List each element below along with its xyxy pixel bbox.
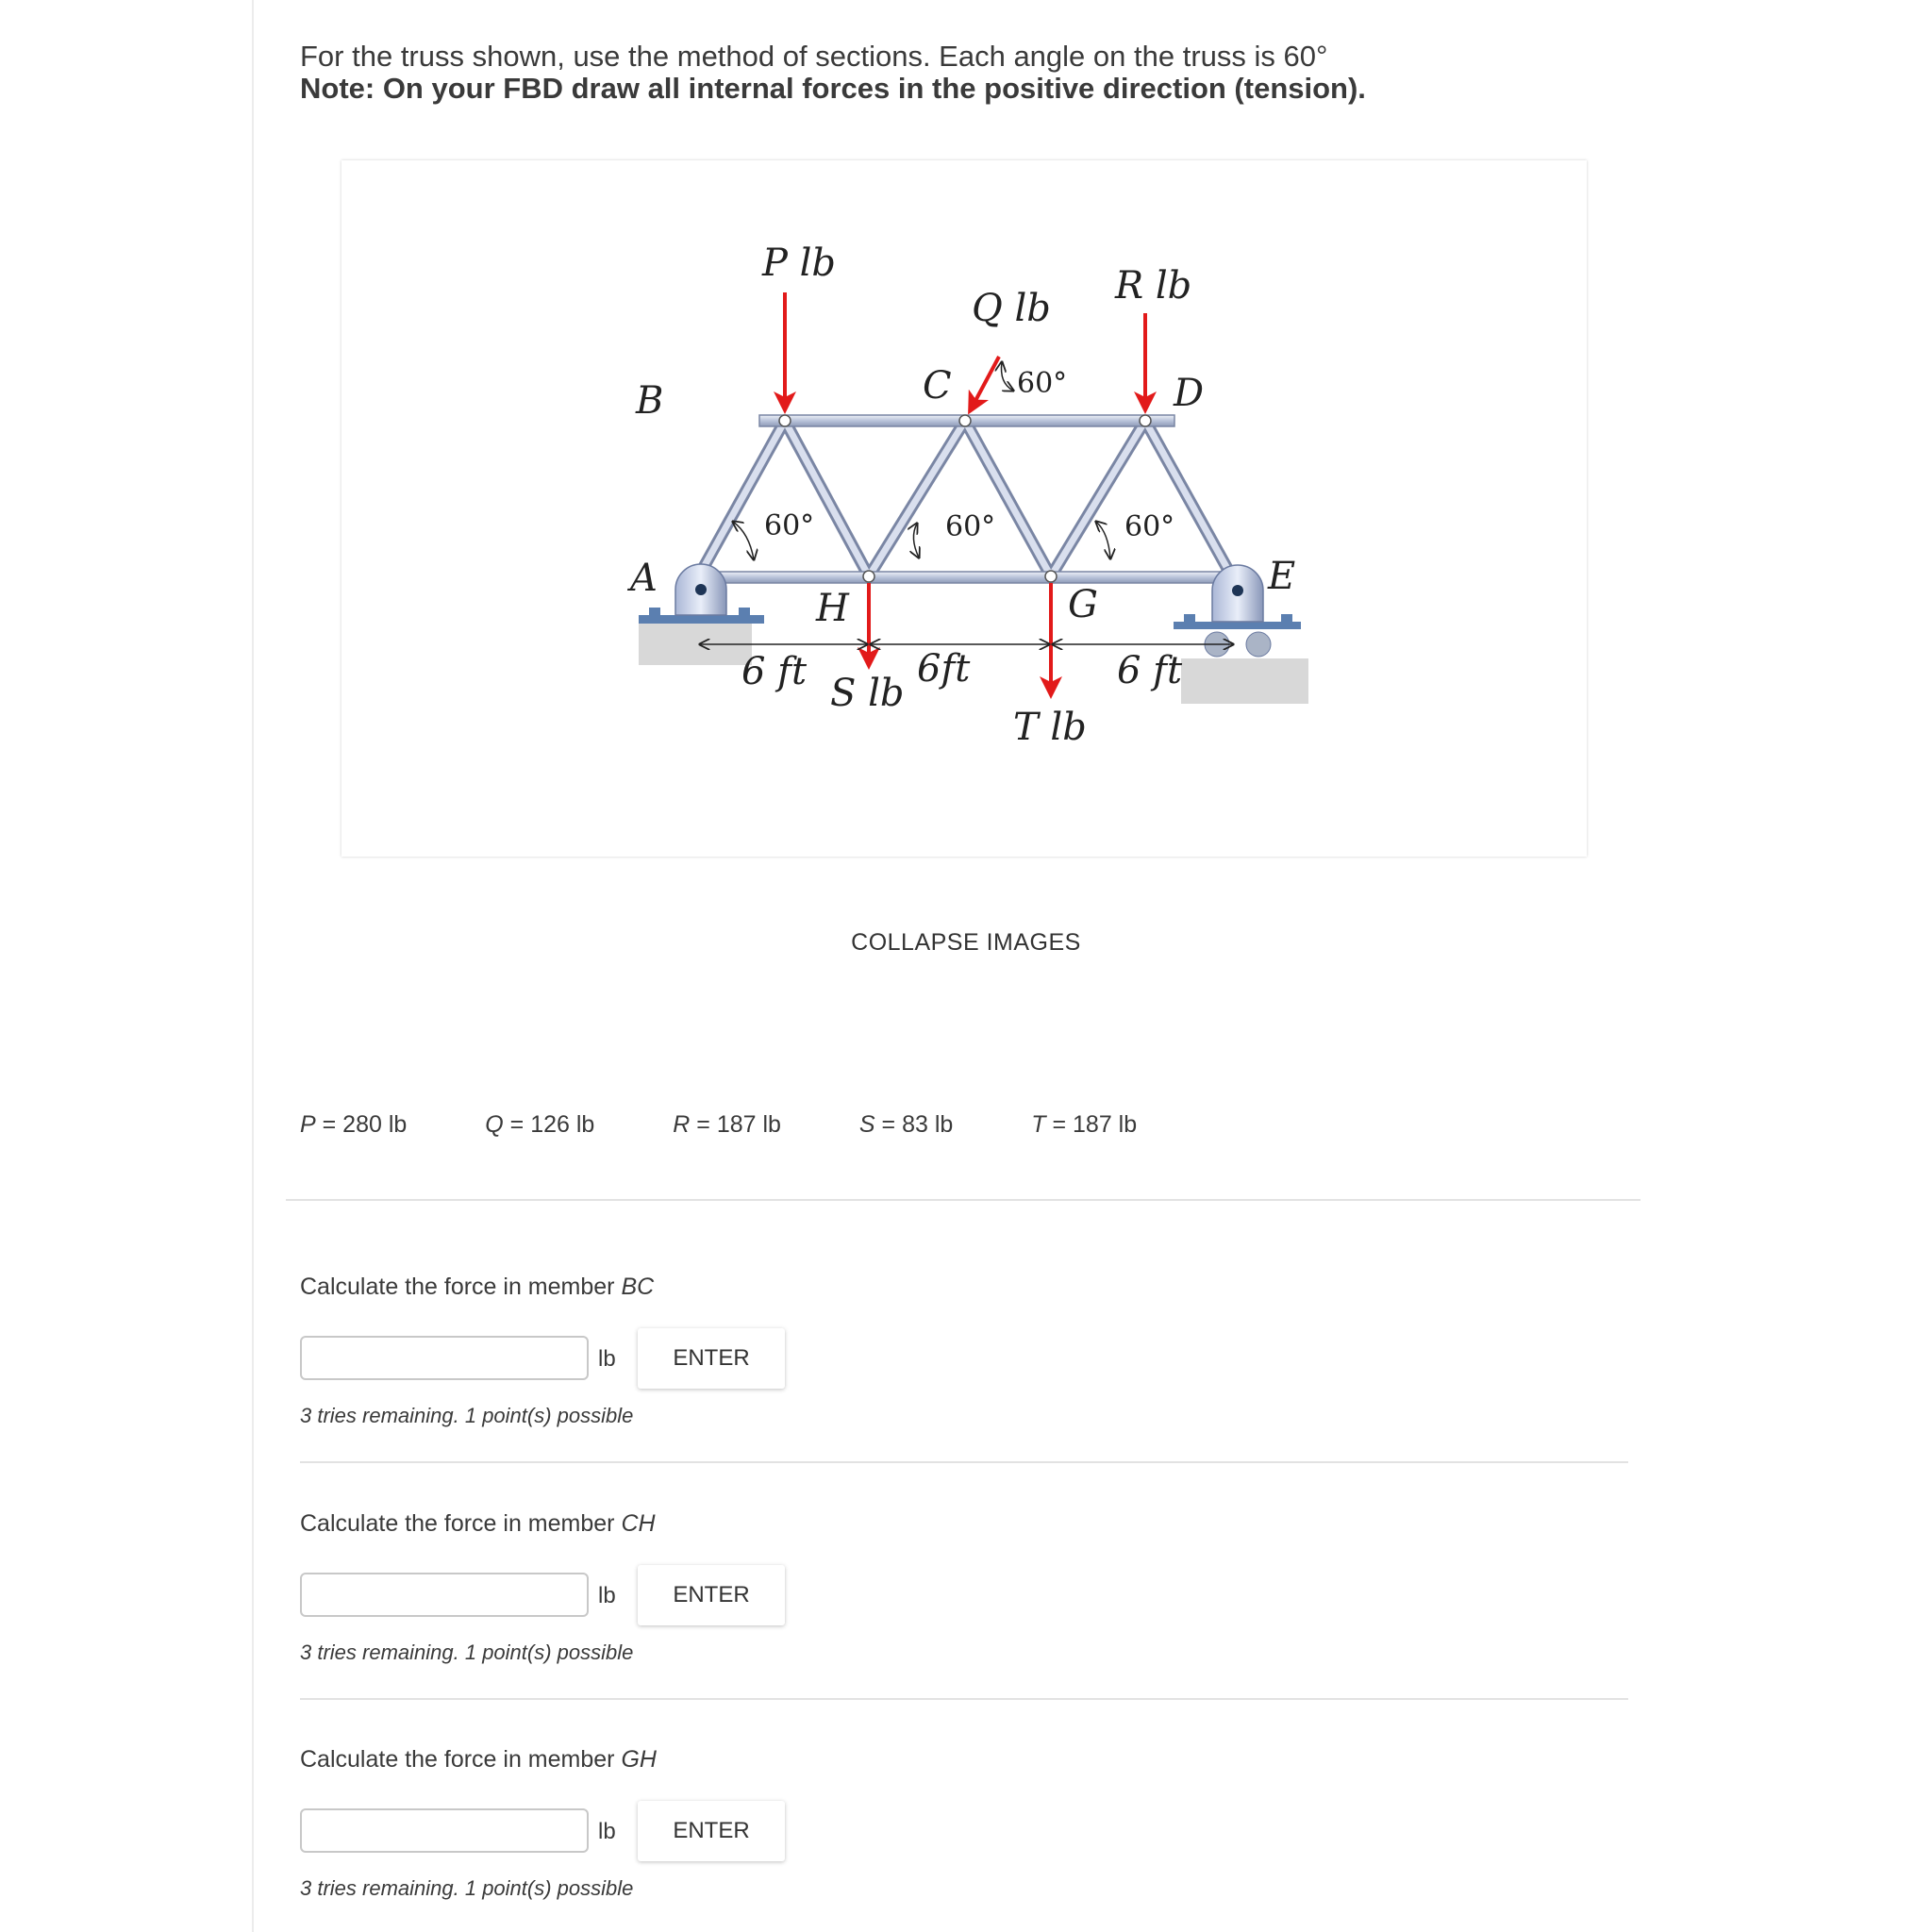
given-p: P = 280 lb	[300, 1111, 408, 1138]
enter-button-gh[interactable]: ENTER	[638, 1801, 785, 1861]
label-node-d: D	[1174, 372, 1205, 415]
label-q-load: Q lb	[972, 287, 1051, 330]
tries-remaining-ch: 3 tries remaining. 1 point(s) possible	[300, 1641, 634, 1664]
diagonal-members	[698, 421, 1230, 577]
divider	[300, 1698, 1628, 1700]
label-s-load: S lb	[830, 672, 905, 715]
enter-button-bc[interactable]: ENTER	[638, 1328, 785, 1389]
divider	[300, 1461, 1628, 1463]
collapse-images-button[interactable]: COLLAPSE IMAGES	[851, 929, 1081, 956]
bottom-chord	[692, 572, 1240, 583]
label-q-angle: 60°	[1017, 367, 1068, 400]
tries-remaining-gh: 3 tries remaining. 1 point(s) possible	[300, 1876, 634, 1900]
label-node-g: G	[1068, 583, 1098, 626]
unit-label-gh: lb	[598, 1819, 616, 1844]
label-p-load: P lb	[762, 242, 837, 285]
unit-label-ch: lb	[598, 1583, 616, 1608]
problem-statement: For the truss shown, use the method of sections. Each angle on the truss is 60°	[300, 40, 1328, 73]
given-values	[300, 1111, 1208, 1139]
label-dim-1: 6 ft	[741, 650, 808, 693]
question-bc: Calculate the force in member BC	[300, 1274, 655, 1300]
label-angle-1: 60°	[764, 509, 815, 542]
unit-label-bc: lb	[598, 1346, 616, 1372]
left-border	[252, 0, 254, 1932]
question-ch: Calculate the force in member CH	[300, 1510, 656, 1537]
question-gh: Calculate the force in member GH	[300, 1746, 657, 1773]
label-angle-3: 60°	[1124, 510, 1175, 543]
label-node-a: A	[630, 557, 658, 600]
divider	[286, 1199, 1641, 1201]
tries-remaining-bc: 3 tries remaining. 1 point(s) possible	[300, 1404, 634, 1427]
label-dim-2: 6ft	[917, 647, 971, 691]
given-t: T = 187 lb	[1031, 1111, 1138, 1138]
problem-note: Note: On your FBD draw all internal forces in the positive direction (tension).	[300, 72, 1366, 105]
answer-input-bc[interactable]	[300, 1336, 589, 1380]
label-dim-3: 6 ft	[1117, 649, 1183, 692]
label-node-h: H	[816, 587, 849, 630]
label-t-load: T lb	[1013, 706, 1087, 749]
given-q: Q = 126 lb	[485, 1111, 595, 1138]
label-angle-2: 60°	[945, 510, 996, 543]
answer-input-ch[interactable]	[300, 1573, 589, 1617]
enter-button-ch[interactable]: ENTER	[638, 1565, 785, 1625]
label-node-b: B	[636, 379, 664, 423]
truss-diagram	[341, 160, 1587, 857]
label-node-c: C	[923, 364, 952, 408]
load-arrows	[785, 292, 1145, 695]
label-node-e: E	[1268, 555, 1296, 598]
truss-figure	[341, 160, 1587, 857]
given-r: R = 187 lb	[673, 1111, 781, 1138]
given-s: S = 83 lb	[858, 1111, 954, 1138]
load-arrow-q	[970, 357, 999, 411]
label-r-load: R lb	[1115, 264, 1192, 308]
ground-right	[1181, 658, 1308, 704]
answer-input-gh[interactable]	[300, 1808, 589, 1853]
